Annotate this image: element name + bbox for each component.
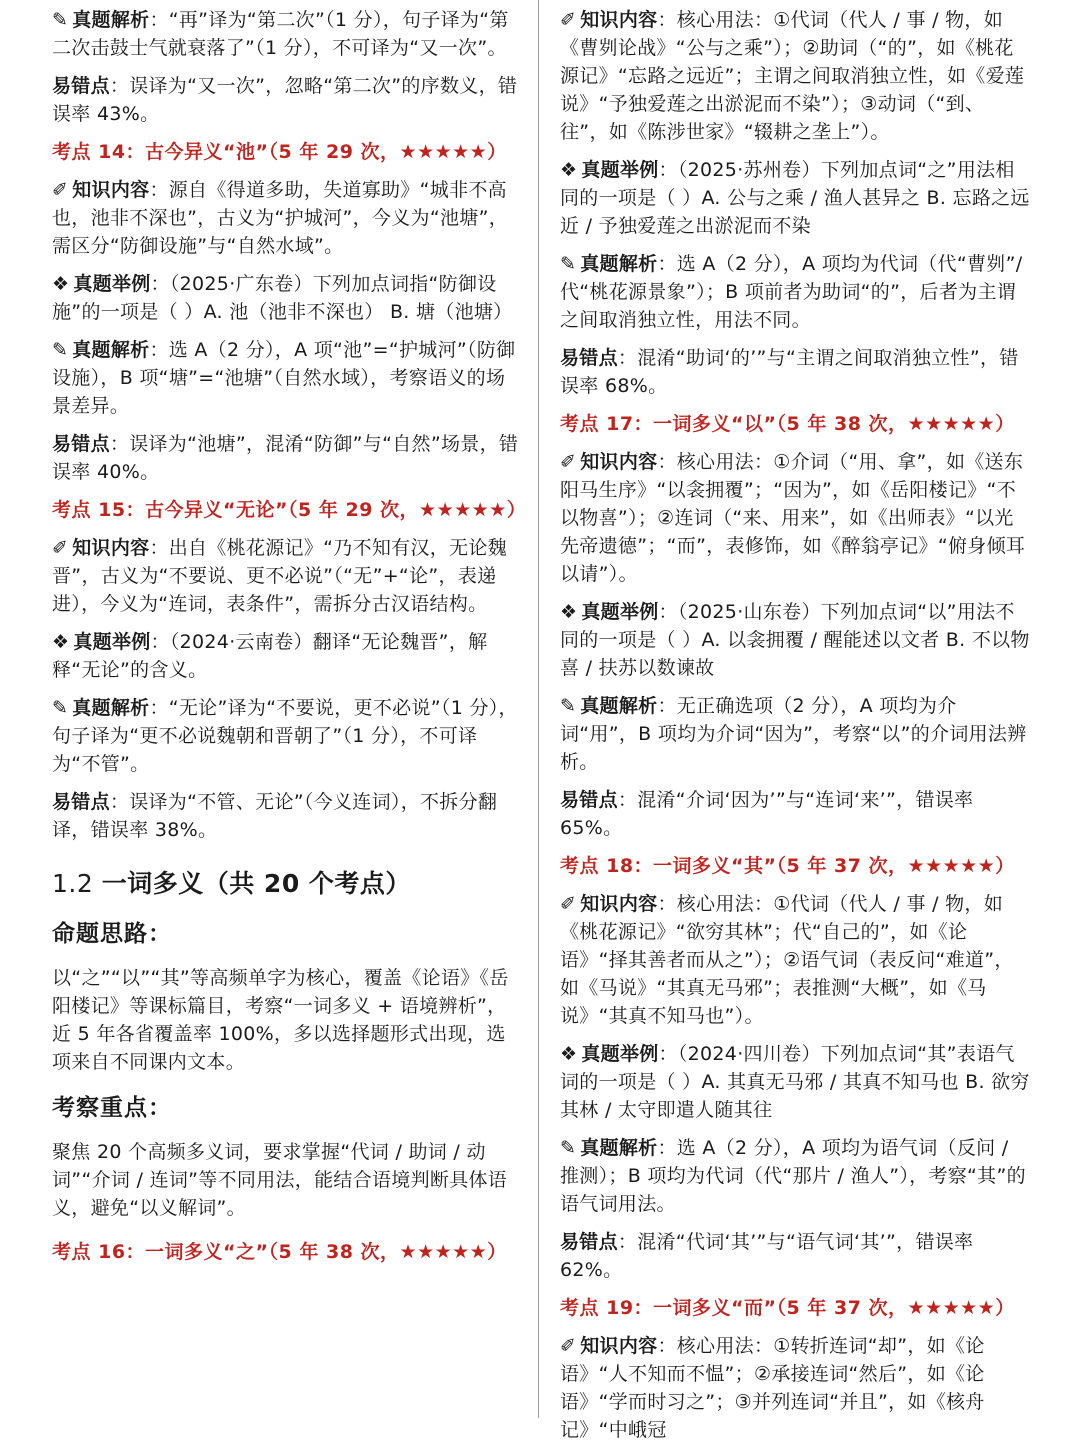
pencil-icon: ✎ <box>52 339 69 361</box>
analysis-paragraph: ✎ 真题解析：无正确选项（2 分），A 项均为介词“用”，B 项均为介词“因为”，考察“以”的介词用法辨析。 <box>560 695 1027 773</box>
pencil-icon: ✎ <box>560 695 577 717</box>
pen-icon: ✐ <box>52 537 69 559</box>
kaodian-title: 考点 17：一词多义“以”（5 年 38 次，★★★★★） <box>560 413 1015 435</box>
analysis-paragraph: ✎ 真题解析：“再”译为“第二次”（1 分），句子译为“第二次击鼓士气就衰落了”（1 分），不可译为“又一次”。 <box>52 9 509 59</box>
right-column <box>560 6 1030 1441</box>
kaodian-title: 考点 15：古今异义“无论”（5 年 29 次，★★★★★） <box>52 499 527 521</box>
pen-icon: ✐ <box>560 893 577 915</box>
error-paragraph: 易错点：误译为“池塘”，混淆“防御”与“自然”场景，错误率 40%。 <box>52 433 519 483</box>
knowledge-paragraph: ✐ 知识内容：核心用法：①介词（“用、拿”，如《送东阳马生序》“以衾拥覆”；“因为”，如《岳阳楼记》“不以物喜”）；②连词（“来、用来”，如《出师表》“以光先帝遗德”；“而”，表修饰，如《醉翁亭记》“俯身倾耳以请”）。 <box>560 451 1026 585</box>
kaodian-title: 考点 16：一词多义“之”（5 年 38 次，★★★★★） <box>52 1241 507 1263</box>
example-paragraph: ❖ 真题举例：（2024·四川卷）下列加点词“其”表语气词的一项是（ ）A. 其真无马邪 / 其真不知马也 B. 欲穷其林 / 太守即遣人随其往 <box>560 1043 1030 1121</box>
analysis-paragraph: ✎ 真题解析：选 A（2 分），A 项“池”=“护城河”（防御设施），B 项“塘”=“池塘”（自然水域），考察语义的场景差异。 <box>52 339 516 417</box>
example-paragraph: ❖ 真题举例：（2024·云南卷）翻译“无论魏晋”，解释“无论”的含义。 <box>52 631 488 681</box>
example-paragraph: ❖ 真题举例：（2025·山东卷）下列加点词“以”用法不同的一项是（ ）A. 以衾拥覆 / 醒能述以文者 B. 不以物喜 / 扶苏以数谏故 <box>560 601 1030 679</box>
pencil-icon: ✎ <box>52 697 69 719</box>
pencil-icon: ✎ <box>560 1137 577 1159</box>
kaodian-title: 考点 19：一词多义“而”（5 年 37 次，★★★★★） <box>560 1297 1015 1319</box>
pen-icon: ✐ <box>560 451 577 473</box>
pen-icon: ✐ <box>52 179 69 201</box>
subheading-focus: 考察重点： <box>52 1095 172 1121</box>
section-heading: 1.2 一词多义（共 20 个考点） <box>52 869 411 898</box>
diamond-icon: ❖ <box>560 601 578 623</box>
error-paragraph: 易错点：误译为“又一次”，忽略“第二次”的序数义，错误率 43%。 <box>52 75 518 125</box>
knowledge-paragraph: ✐ 知识内容：源自《得道多助，失道寡助》“城非不高也，池非不深也”，古义为“护城河”，今义为“池塘”，需区分“防御设施”与“自然水域”。 <box>52 179 509 257</box>
knowledge-paragraph: ✐ 知识内容：核心用法：①代词（代人 / 事 / 物，如《曹刿论战》“公与之乘”）；②助词（“的”，如《桃花源记》“忘路之远近”；主谓之间取消独立性，如《爱莲说》“予独爱莲之出淤泥而不染”）；③动词（“到、往”，如《陈涉世家》“辍耕之垄上”）。 <box>560 9 1025 143</box>
knowledge-paragraph: ✐ 知识内容：核心用法：①转折连词“却”，如《论语》“人不知而不愠”；②承接连词“然后”，如《论语》“学而时习之”；③并列连词“并且”，如《核舟记》“中峨冠 <box>560 1335 985 1441</box>
proposition-paragraph: 以“之”“以”“其”等高频单字为核心，覆盖《论语》《岳阳楼记》等课标篇目，考察“一词多义 + 语境辨析”，近 5 年各省覆盖率 100%，多以选择题形式出现，选项来自不同课内文本。 <box>52 967 509 1073</box>
analysis-paragraph: ✎ 真题解析：“无论”译为“不要说，更不必说”（1 分），句子译为“更不必说魏朝和晋朝了”（1 分），不可译为“不管”。 <box>52 697 518 775</box>
analysis-paragraph: ✎ 真题解析：选 A（2 分），A 项均为代词（代“曹刿”/ 代“桃花源景象”）；B 项前者为助词“的”，后者为主谓之间取消独立性，用法不同。 <box>560 253 1023 331</box>
kaodian-title: 考点 18：一词多义“其”（5 年 37 次，★★★★★） <box>560 855 1015 877</box>
pen-icon: ✐ <box>560 1335 577 1357</box>
knowledge-paragraph: ✐ 知识内容：出自《桃花源记》“乃不知有汉，无论魏晋”，古义为“不要说、更不必说”（“无”+“论”，表递进），今义为“连词，表条件”，需拆分古汉语结构。 <box>52 537 507 615</box>
focus-paragraph: 聚焦 20 个高频多义词，要求掌握“代词 / 助词 / 动词”“介词 / 连词”等不同用法，能结合语境判断具体语义，避免“以义解词”。 <box>52 1141 508 1219</box>
pencil-icon: ✎ <box>560 253 577 275</box>
pencil-icon: ✎ <box>52 9 69 31</box>
error-paragraph: 易错点：混淆“助词‘的’”与“主谓之间取消独立性”，错误率 68%。 <box>560 347 1019 397</box>
subheading-proposition: 命题思路： <box>52 921 172 947</box>
analysis-paragraph: ✎ 真题解析：选 A（2 分），A 项均为语气词（反问 / 推测）；B 项均为代词（代“那片 / 渔人”），考察“其”的语气词用法。 <box>560 1137 1026 1215</box>
column-divider <box>538 0 539 1418</box>
diamond-icon: ❖ <box>52 631 70 653</box>
kaodian-title: 考点 14：古今异义“池”（5 年 29 次，★★★★★） <box>52 141 507 163</box>
diamond-icon: ❖ <box>560 159 578 181</box>
error-paragraph: 易错点：混淆“代词‘其’”与“语气词‘其’”，错误率 62%。 <box>560 1231 974 1281</box>
error-paragraph: 易错点：混淆“介词‘因为’”与“连词‘来’”，错误率 65%。 <box>560 789 974 839</box>
error-paragraph: 易错点：误译为“不管、无论”（今义连词），不拆分翻译，错误率 38%。 <box>52 791 498 841</box>
example-paragraph: ❖ 真题举例：（2025·广东卷）下列加点词指“防御设施”的一项是（ ）A. 池（池非不深也） B. 塘（池塘） <box>52 273 513 323</box>
diamond-icon: ❖ <box>560 1043 578 1065</box>
left-column <box>52 6 527 1418</box>
knowledge-paragraph: ✐ 知识内容：核心用法：①代词（代人 / 事 / 物，如《桃花源记》“欲穷其林”；代“自己的”，如《论语》“择其善者而从之”）；②语气词（表反问“难道”，如《马说》“其真无马邪”；表推测“大概”，如《马说》“其真不知马也”）。 <box>560 893 1014 1027</box>
diamond-icon: ❖ <box>52 273 70 295</box>
pen-icon: ✐ <box>560 9 577 31</box>
example-paragraph: ❖ 真题举例：（2025·苏州卷）下列加点词“之”用法相同的一项是（ ）A. 公与之乘 / 渔人甚异之 B. 忘路之远近 / 予独爱莲之出淤泥而不染 <box>560 159 1030 237</box>
